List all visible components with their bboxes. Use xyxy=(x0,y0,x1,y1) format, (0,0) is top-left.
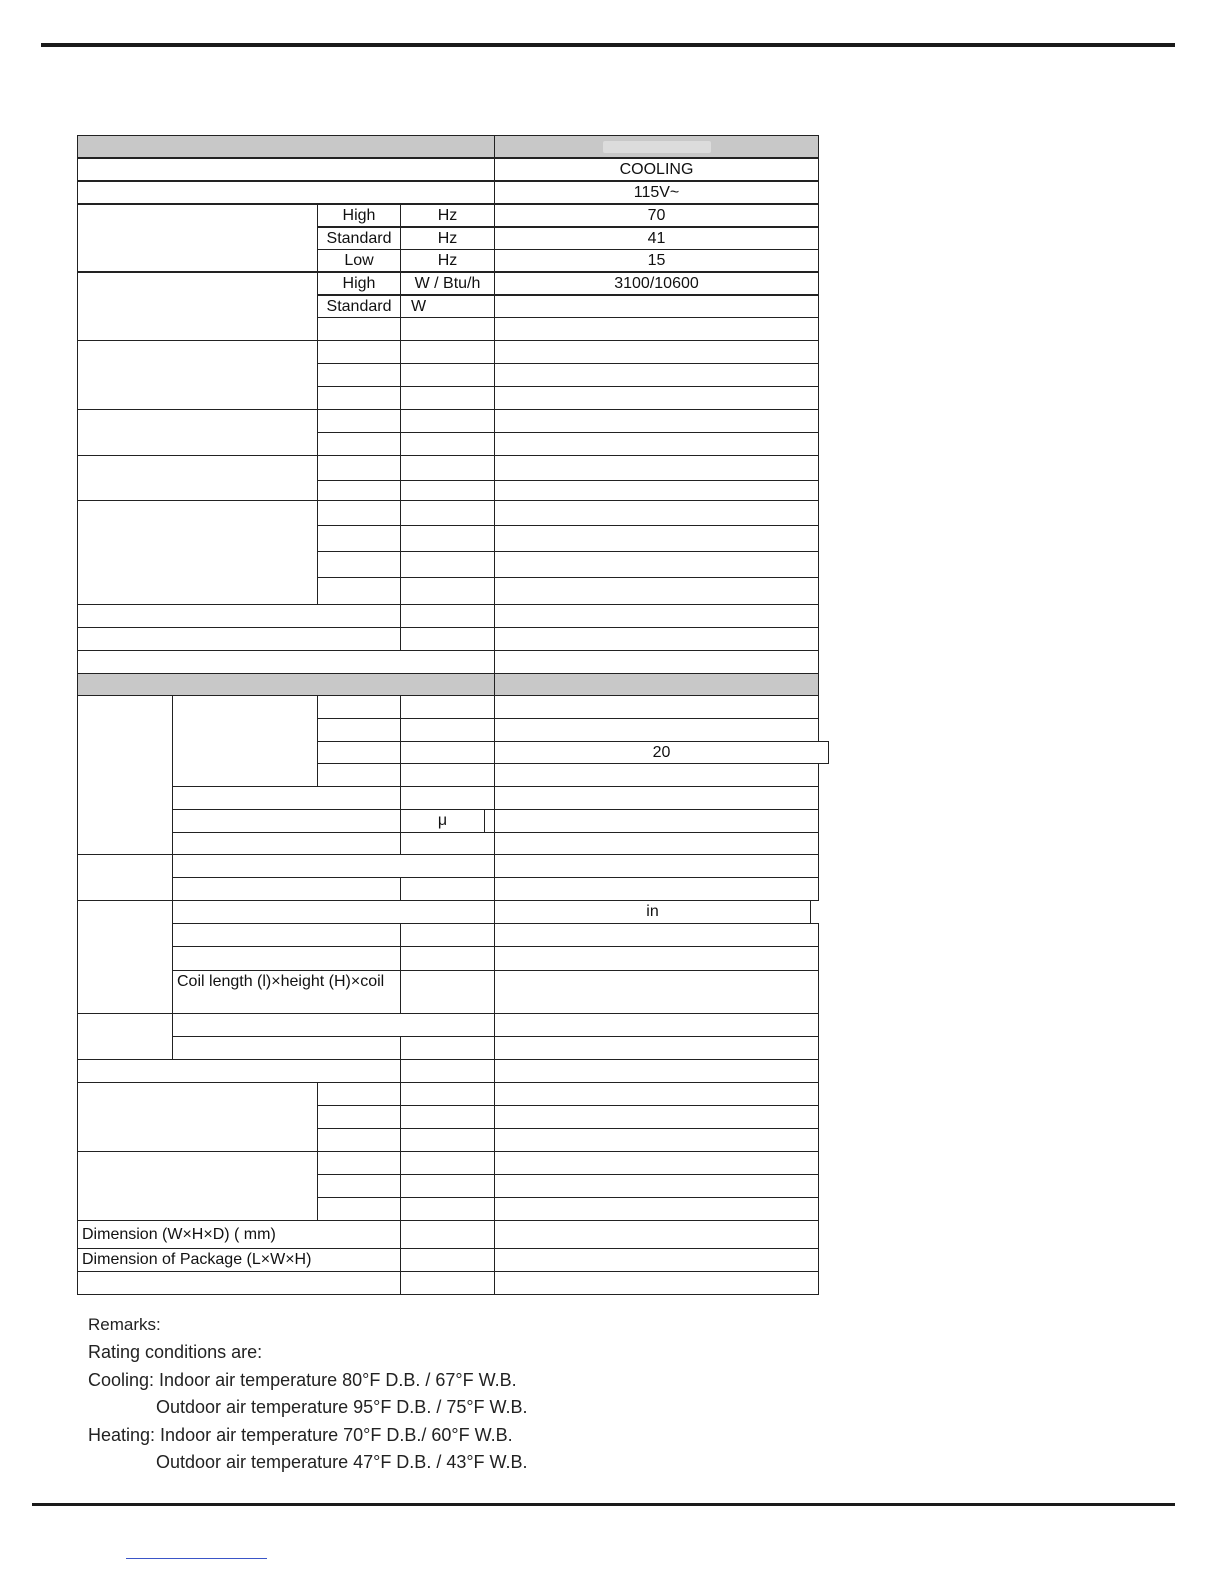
row-value xyxy=(494,1059,819,1083)
sub-level xyxy=(317,525,401,552)
sub-level xyxy=(317,455,401,481)
sub-unit xyxy=(400,1036,495,1060)
sub-value xyxy=(494,432,819,456)
row-label xyxy=(77,650,495,674)
sub-value xyxy=(494,718,819,742)
sub-unit xyxy=(400,525,495,552)
coil-label: Coil length (l)×height (H)×coil xyxy=(172,970,401,1014)
sub-unit xyxy=(400,718,495,742)
sub-label xyxy=(172,923,401,947)
frequency-level: Low xyxy=(317,249,401,272)
sub-unit xyxy=(400,1174,495,1198)
frequency-value: 15 xyxy=(494,249,819,272)
header-model-cell xyxy=(494,135,819,158)
sub-value xyxy=(494,455,819,481)
group-b-label xyxy=(77,854,173,901)
sub-unit xyxy=(400,970,495,1014)
function-value: COOLING xyxy=(494,158,819,181)
sub-level xyxy=(317,363,401,387)
remarks-line: Rating conditions are: xyxy=(88,1342,263,1362)
group-label xyxy=(77,1082,318,1152)
power-label-cell xyxy=(77,181,495,204)
capacitor-unit: μ xyxy=(400,809,485,833)
sub-value xyxy=(494,695,819,719)
sub-level xyxy=(317,1151,401,1175)
row-unit xyxy=(400,604,495,628)
sub-unit xyxy=(400,432,495,456)
group-label xyxy=(77,409,318,456)
sub-value xyxy=(494,763,819,787)
row-label xyxy=(77,1271,401,1295)
capacity-unit: W / Btu/h xyxy=(400,272,495,295)
remarks-title: Remarks: xyxy=(88,1315,161,1334)
frequency-group-label xyxy=(77,204,318,272)
group-label xyxy=(77,500,318,605)
row-label xyxy=(77,1059,401,1083)
sub-value xyxy=(494,1174,819,1198)
sub-value xyxy=(494,1036,819,1060)
row-value xyxy=(494,604,819,628)
remarks-cooling-outdoor: Outdoor air temperature 95°F D.B. / 75°F W.B. xyxy=(156,1397,528,1417)
sub-level xyxy=(317,1082,401,1106)
row-value xyxy=(494,1271,819,1295)
frequency-value: 70 xyxy=(494,204,819,227)
capacity-value: 3100/10600 xyxy=(494,272,819,295)
row-value xyxy=(494,627,819,651)
frequency-value: 41 xyxy=(494,227,819,250)
frequency-unit: Hz xyxy=(400,227,495,250)
row-label xyxy=(77,604,401,628)
sub-value xyxy=(494,786,819,810)
fan-value: 20 xyxy=(494,741,829,764)
sub-level xyxy=(317,577,401,605)
sub-label xyxy=(172,877,401,901)
sub-value xyxy=(494,500,819,526)
fan-sub-label xyxy=(172,695,318,787)
dimension-label: Dimension (W×H×D) ( mm) xyxy=(77,1220,401,1249)
sub-level xyxy=(317,409,401,433)
sub-label xyxy=(172,1013,495,1037)
sub-unit xyxy=(400,946,495,971)
frequency-unit: Hz xyxy=(400,204,495,227)
package-dimension-label: Dimension of Package (L×W×H) xyxy=(77,1248,401,1272)
sub-level xyxy=(317,1128,401,1152)
sub-unit xyxy=(400,1151,495,1175)
package-dimension-unit xyxy=(400,1248,495,1272)
footer-link-underline[interactable] xyxy=(126,1558,267,1559)
sub-level xyxy=(317,386,401,410)
sub-value xyxy=(494,1082,819,1106)
capacity-level xyxy=(317,317,401,341)
section-header-value xyxy=(494,673,819,696)
row-unit xyxy=(400,1059,495,1083)
sub-value xyxy=(494,923,819,947)
sub-unit xyxy=(400,500,495,526)
sub-value xyxy=(494,386,819,410)
group-label xyxy=(77,455,318,501)
sub-value xyxy=(494,946,819,971)
sub-label xyxy=(172,900,495,924)
sub-level xyxy=(317,500,401,526)
bottom-rule xyxy=(32,1503,1175,1506)
capacity-group-label xyxy=(77,272,318,341)
sub-label xyxy=(172,1036,401,1060)
sub-unit xyxy=(400,340,495,364)
sub-value xyxy=(494,551,819,578)
sub-value xyxy=(494,1128,819,1152)
sub-unit xyxy=(400,455,495,481)
sub-unit xyxy=(400,1197,495,1221)
remarks-heating-indoor: Heating: Indoor air temperature 70°F D.B./ 60°F W.B. xyxy=(88,1425,513,1445)
remarks-cooling-indoor: Cooling: Indoor air temperature 80°F D.B. / 67°F W.B. xyxy=(88,1370,517,1390)
sub-label xyxy=(172,786,401,810)
capacity-level: Standard xyxy=(317,295,401,318)
sub-label xyxy=(172,946,401,971)
section-header-label xyxy=(77,673,495,696)
capacity-unit xyxy=(400,317,495,341)
sub-unit xyxy=(400,577,495,605)
sub-level xyxy=(317,1174,401,1198)
model-name-redacted xyxy=(603,141,711,153)
sub-unit xyxy=(400,551,495,578)
sub-value xyxy=(494,1197,819,1221)
sub-level xyxy=(317,480,401,501)
capacity-value xyxy=(494,317,819,341)
sub-level xyxy=(317,551,401,578)
sub-unit xyxy=(400,480,495,501)
sub-unit xyxy=(400,741,495,764)
package-dimension-value xyxy=(494,1248,819,1272)
frequency-level: Standard xyxy=(317,227,401,250)
power-supply-value: 115V~ xyxy=(494,181,819,204)
sub-value xyxy=(494,854,819,878)
remarks-heating-outdoor: Outdoor air temperature 47°F D.B. / 43°F W.B. xyxy=(156,1452,528,1472)
sub-unit xyxy=(400,409,495,433)
sub-level xyxy=(317,695,401,719)
dimension-unit xyxy=(400,1220,495,1249)
row-value xyxy=(494,650,819,674)
sub-value xyxy=(494,409,819,433)
sub-value xyxy=(494,480,819,501)
sub-value xyxy=(494,1013,819,1037)
row-label xyxy=(77,627,401,651)
group-a-label xyxy=(77,695,173,855)
sub-value xyxy=(494,809,819,833)
sub-value xyxy=(494,970,819,1014)
sub-value xyxy=(494,877,819,901)
heat-exchanger-value: in xyxy=(494,900,811,924)
sub-unit xyxy=(400,1128,495,1152)
sub-value xyxy=(494,363,819,387)
frequency-level: High xyxy=(317,204,401,227)
sub-value xyxy=(494,1151,819,1175)
group-label xyxy=(77,1151,318,1221)
header-label-cell xyxy=(77,135,495,158)
sub-level xyxy=(317,718,401,742)
sub-unit xyxy=(400,786,495,810)
dimension-value xyxy=(494,1220,819,1249)
row-unit xyxy=(400,627,495,651)
sub-value xyxy=(494,340,819,364)
sub-value xyxy=(494,1105,819,1129)
sub-unit xyxy=(400,1082,495,1106)
row-unit xyxy=(400,1271,495,1295)
sub-unit xyxy=(400,363,495,387)
sub-unit xyxy=(400,695,495,719)
sub-value xyxy=(494,577,819,605)
capacity-level: High xyxy=(317,272,401,295)
sub-unit xyxy=(400,386,495,410)
sub-level xyxy=(317,1197,401,1221)
sub-unit xyxy=(400,763,495,787)
sub-label xyxy=(172,832,401,855)
sub-unit xyxy=(400,832,495,855)
sub-level xyxy=(317,741,401,764)
sub-unit xyxy=(400,923,495,947)
sub-value xyxy=(494,832,819,855)
sub-value xyxy=(494,525,819,552)
sub-level xyxy=(317,763,401,787)
sub-level xyxy=(317,340,401,364)
frequency-unit: Hz xyxy=(400,249,495,272)
sub-label xyxy=(172,854,495,878)
sub-label xyxy=(172,809,401,833)
group-label xyxy=(77,340,318,410)
function-label-cell xyxy=(77,158,495,181)
sub-level xyxy=(317,1105,401,1129)
capacity-unit: W xyxy=(400,295,495,318)
capacity-value xyxy=(494,295,819,318)
group-c-label xyxy=(77,900,173,1014)
sub-level xyxy=(317,432,401,456)
top-rule xyxy=(41,43,1175,47)
sub-unit xyxy=(400,1105,495,1129)
group-d-label xyxy=(77,1013,173,1060)
sub-unit xyxy=(400,877,495,901)
